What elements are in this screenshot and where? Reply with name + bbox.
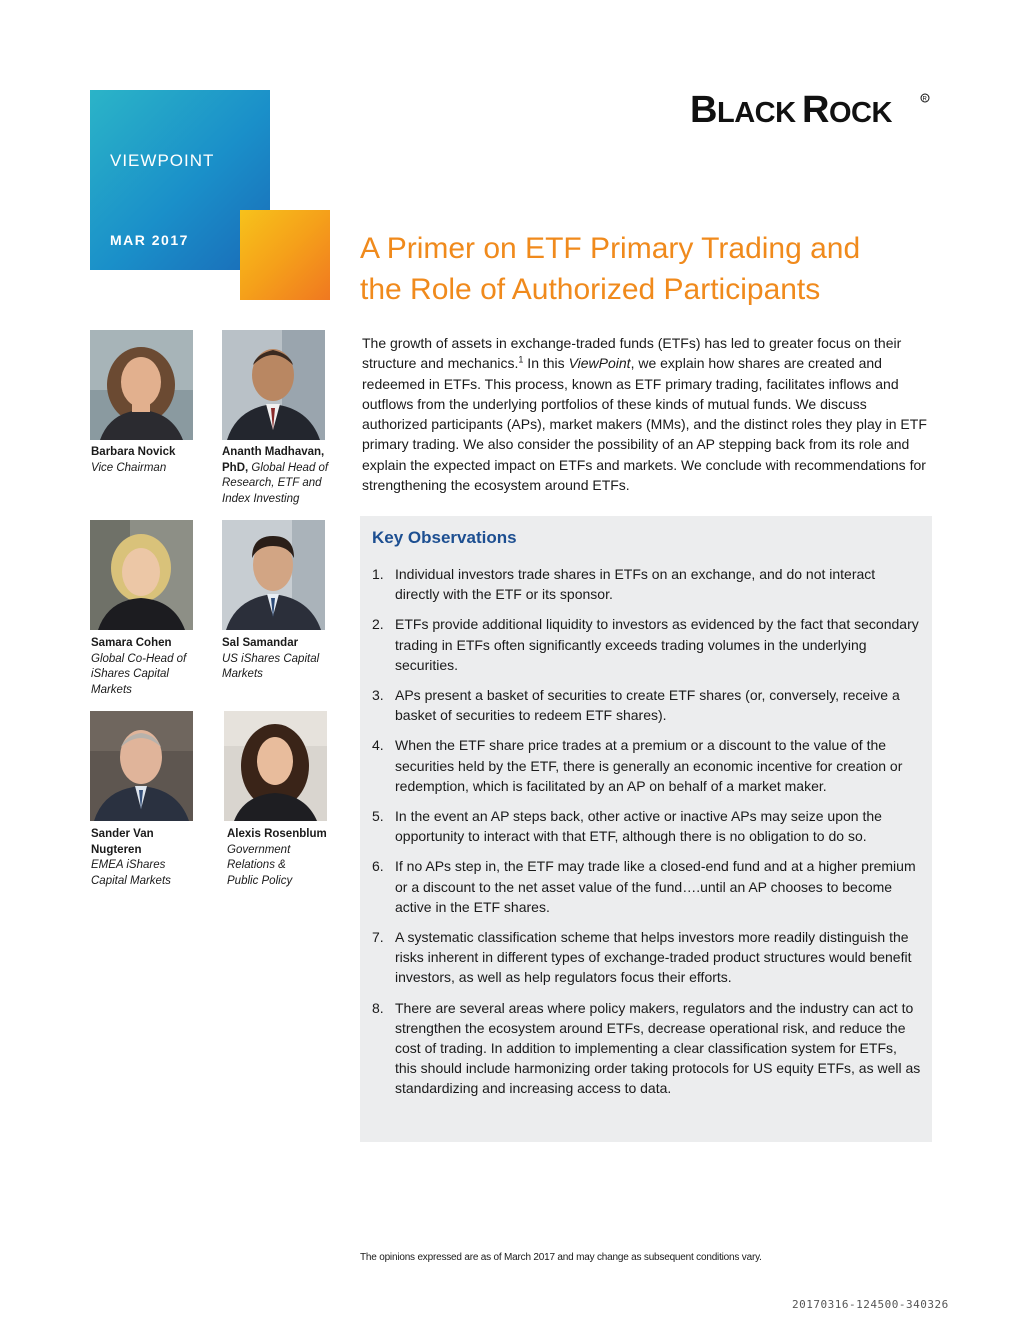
item-number: 5. <box>372 808 384 825</box>
item-number: 4. <box>372 737 384 754</box>
intro-viewpoint-italic: ViewPoint <box>568 355 631 372</box>
series-label: VIEWPOINT <box>110 151 215 170</box>
footnote-marker: 1 <box>518 354 524 365</box>
svg-text:LACK: LACK <box>717 97 796 128</box>
accent-block <box>240 210 330 300</box>
key-observations-list <box>372 564 922 1109</box>
item-number: 3. <box>372 687 384 704</box>
svg-text:R: R <box>922 96 927 103</box>
title-line-2: the Role of Authorized Participants <box>360 273 821 306</box>
author-photo-samara-cohen <box>90 520 193 630</box>
list-item <box>372 564 922 604</box>
item-number: 6. <box>372 858 384 875</box>
author-name: Barbara Novick <box>91 446 176 458</box>
intro-text-2: In this <box>523 355 569 372</box>
key-observations-heading: Key Observations <box>372 528 517 547</box>
item-number: 2. <box>372 616 384 633</box>
item-text: When the ETF share price trades at a premium or a discount to the value of the securities held by the ETF, there is generally an economic incentive for creation or redemption, which is facilitated by an AP on behalf of a market maker. <box>395 737 903 794</box>
author-name: Samara Cohen <box>91 637 172 649</box>
svg-text:R: R <box>802 89 830 128</box>
author-photo-alexis-rosenblum <box>224 711 327 821</box>
author-name: Alexis Rosenblum <box>227 828 327 840</box>
author-caption-samara-cohen <box>91 636 191 699</box>
item-text: Individual investors trade shares in ETFs on an exchange, and do not interact directly with the ETF or its sponsor. <box>395 566 876 603</box>
item-number: 8. <box>372 999 384 1016</box>
title-line-1: A Primer on ETF Primary Trading and <box>360 232 861 265</box>
author-name: Sal Samandar <box>222 637 299 649</box>
author-role: US iShares Capital Markets <box>222 652 320 681</box>
author-caption-sal-samandar <box>222 636 322 683</box>
key-observations-box <box>360 516 932 1142</box>
author-caption-sander-van-nugteren <box>91 827 186 890</box>
list-item <box>372 685 922 725</box>
list-item <box>372 856 922 917</box>
disclaimer-note: The opinions expressed are as of March 2017 and may change as subsequent conditions vary. <box>360 1252 762 1263</box>
author-role: Global Head of Research, ETF and Index Investing <box>222 461 329 506</box>
publication-date: MAR 2017 <box>110 232 189 248</box>
intro-text-1: The growth of assets in exchange-traded funds (ETFs) has led to greater focus on their structure and mechanics. <box>362 335 902 372</box>
author-role: Vice Chairman <box>91 461 167 474</box>
author-caption-ananth-madhavan <box>222 445 340 508</box>
list-item <box>372 735 922 796</box>
list-item <box>372 614 922 675</box>
author-photo-sander-van-nugteren <box>90 711 193 821</box>
author-caption-barbara-novick <box>91 445 211 476</box>
document-id: 20170316-124500-340326 <box>792 1298 949 1311</box>
item-text: A systematic classification scheme that helps investors more readily distinguish the risks inherent in different types of exchange-traded product structures would benefit investors, as well as help regulators focus their efforts. <box>395 929 912 986</box>
document-title <box>360 228 960 310</box>
author-photo-barbara-novick <box>90 330 193 440</box>
item-text: In the event an AP steps back, other active or inactive APs may seize upon the opportunity to interact with that ETF, although there is no obligation to do so. <box>395 808 882 845</box>
author-name: Sander Van Nugteren <box>91 828 154 856</box>
item-number: 1. <box>372 566 384 582</box>
svg-text:B: B <box>690 89 717 128</box>
item-text: ETFs provide additional liquidity to investors as evidenced by the fact that secondary trading in ETFs often significantly exceeds trading volumes in the underlying securities. <box>395 616 919 673</box>
item-text: APs present a basket of securities to create ETF shares (or, conversely, receive a basket of securities to redeem ETF shares). <box>395 687 900 724</box>
list-item <box>372 806 922 846</box>
item-text: If no APs step in, the ETF may trade like a closed-end fund and at a higher premium or a discount to the net asset value of the fund….until an AP chooses to become active in the ETF shares. <box>395 858 916 915</box>
author-role: EMEA iShares Capital Markets <box>91 859 171 888</box>
item-number: 7. <box>372 929 384 946</box>
list-item <box>372 998 922 1099</box>
author-caption-alexis-rosenblum <box>227 827 342 890</box>
item-text: There are several areas where policy makers, regulators and the industry can act to strengthen the ecosystem around ETFs, decrease operational risk, and reduce the cost of trading. In addition to implementing a clear classification system for ETFs, this should include harmonizing order taking protocols for US equity ETFs, as well as standardizing and increasing access to data. <box>395 999 921 1097</box>
author-photo-sal-samandar <box>222 520 325 630</box>
author-role: Government Relations & Public Policy <box>227 843 293 888</box>
svg-text:OCK: OCK <box>829 97 892 128</box>
intro-text-3: , we explain how shares are created and redeemed in ETFs. This process, known as ETF primary trading, facilitates inflows and outflows from the underlying portfolios of these kinds of mutual funds. We discuss authorized participants (APs), market makers (MMs), and the distinct roles they play in ETF primary trading. We also consider the possibility of an AP stepping back from its role and explain the expected impact on ETFs and markets. We conclude with recommendations for strengthening the ecosystem around ETFs. <box>362 355 927 494</box>
author-role: Global Co-Head of iShares Capital Markets <box>91 652 187 697</box>
author-photo-ananth-madhavan <box>222 330 325 440</box>
blackrock-logo <box>690 88 930 128</box>
list-item <box>372 927 922 988</box>
intro-paragraph <box>362 333 932 495</box>
author-name: Ananth Madhavan, PhD, <box>222 446 325 474</box>
